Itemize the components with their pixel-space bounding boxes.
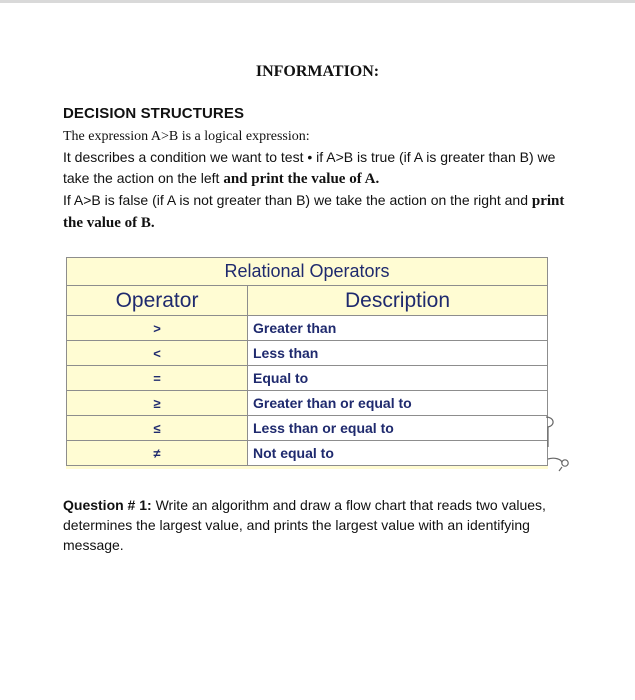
paragraph-expression: The expression A>B is a logical expression: bbox=[63, 129, 310, 144]
operator-cell: ≥ bbox=[67, 391, 248, 416]
table-caption-row bbox=[67, 258, 548, 286]
paragraph-false-bold: print the value of B. bbox=[63, 193, 565, 231]
description-cell: Less than bbox=[248, 341, 548, 366]
page-title: INFORMATION: bbox=[255, 63, 380, 80]
operator-cell: = bbox=[67, 366, 248, 391]
description-cell: Greater than bbox=[248, 316, 548, 341]
question-1 bbox=[63, 495, 563, 555]
table-row bbox=[67, 341, 548, 366]
table-header-row bbox=[67, 286, 548, 316]
header-operator: Operator bbox=[67, 286, 248, 316]
operator-cell: ≠ bbox=[67, 441, 248, 466]
table-row bbox=[67, 316, 548, 341]
relational-operators-table bbox=[66, 257, 548, 466]
relational-operators-table-wrap bbox=[66, 257, 548, 469]
handle-scribble-icon bbox=[540, 413, 580, 473]
paragraph-false-text: If A>B is false (if A is not greater than B) we take the action on the right and bbox=[63, 192, 532, 208]
header-description: Description bbox=[248, 286, 548, 316]
description-cell: Greater than or equal to bbox=[248, 391, 548, 416]
operator-cell: ≤ bbox=[67, 416, 248, 441]
table-row bbox=[67, 366, 548, 391]
paragraph-condition-bold: and print the value of A. bbox=[223, 171, 380, 187]
table-caption: Relational Operators bbox=[67, 258, 548, 286]
operator-cell: < bbox=[67, 341, 248, 366]
description-cell: Equal to bbox=[248, 366, 548, 391]
question-label: Question # 1: bbox=[63, 497, 152, 513]
table-row bbox=[67, 391, 548, 416]
section-heading: DECISION STRUCTURES bbox=[63, 105, 245, 122]
table-row bbox=[67, 441, 548, 466]
paragraph-condition bbox=[63, 147, 583, 190]
description-cell: Less than or equal to bbox=[248, 416, 548, 441]
paragraph-false-case bbox=[63, 190, 583, 234]
question-text: Write an algorithm and draw a flow chart that reads two values, determines the largest value, and prints the largest value with an identifying message. bbox=[63, 497, 546, 553]
description-cell: Not equal to bbox=[248, 441, 548, 466]
top-border-line bbox=[0, 0, 635, 3]
paragraph-condition-text: It describes a condition we want to test • if A>B is true (if A is greater than B) we take the action on the left bbox=[63, 149, 556, 186]
table-row bbox=[67, 416, 548, 441]
operator-cell: > bbox=[67, 316, 248, 341]
